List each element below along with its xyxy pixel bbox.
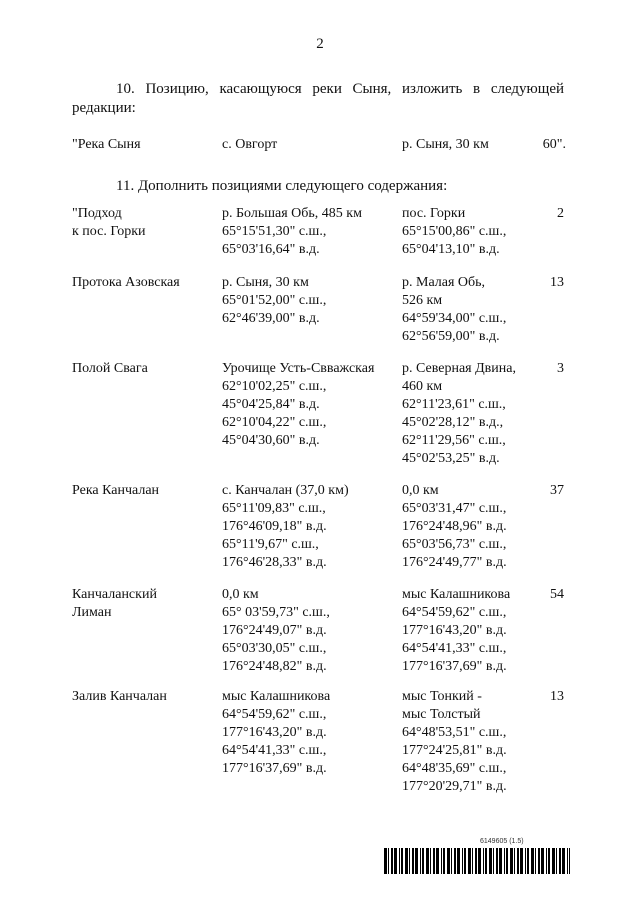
cell-line: р. Малая Обь, <box>402 275 486 290</box>
row-start-cell: с. Овгорт <box>222 137 278 152</box>
row-start-cell <box>222 688 400 778</box>
cell-line: 45°02'53,25" в.д. <box>402 451 500 466</box>
cell-line: Урочище Усть-Свважская <box>222 361 375 376</box>
cell-line: 62°56'59,00" в.д. <box>402 329 500 344</box>
cell-line: Протока Азовская <box>72 275 180 290</box>
cell-line: 65°03'56,73" с.ш., <box>402 537 507 552</box>
row-value-cell: 13 <box>550 275 564 290</box>
cell-line: 62°10'04,22" с.ш., <box>222 415 327 430</box>
cell-line: 177°20'29,71" в.д. <box>402 779 507 794</box>
cell-line: 176°46'09,18" в.д. <box>222 519 327 534</box>
row-value-cell: 37 <box>550 483 564 498</box>
cell-line: пос. Горки <box>402 206 466 221</box>
row-value-cell: 60". <box>542 137 566 152</box>
document-code: 6149605 (1.5) <box>480 838 524 845</box>
cell-line: 177°16'43,20" в.д. <box>402 623 507 638</box>
cell-line: р. Большая Обь, 485 км <box>222 206 362 221</box>
row-start-cell <box>222 360 400 450</box>
row-start-cell <box>222 205 400 259</box>
cell-line: с. Канчалан (37,0 км) <box>222 483 349 498</box>
cell-line: Лиман <box>72 605 112 620</box>
row-end-cell <box>402 482 542 572</box>
cell-line: Река Канчалан <box>72 483 160 498</box>
cell-line: 65° 03'59,73" с.ш., <box>222 605 330 620</box>
cell-line: р. Сыня, 30 км <box>222 275 309 290</box>
cell-line: 64°54'41,33" с.ш., <box>222 743 327 758</box>
row-end-cell: р. Сыня, 30 км <box>402 137 489 152</box>
row-start-cell <box>222 274 400 328</box>
row-end-cell <box>402 205 542 259</box>
row-value-cell: 54 <box>550 587 564 602</box>
row-start-cell <box>222 482 400 572</box>
row-name-cell <box>72 360 220 378</box>
paragraph-10-line1: 10. Позицию, касающуюся реки Сыня, изложить в следующей <box>116 81 564 97</box>
cell-line: 176°24'48,96" в.д. <box>402 519 507 534</box>
cell-line: 45°04'30,60" в.д. <box>222 433 320 448</box>
page-number: 2 <box>316 36 324 52</box>
cell-line: 62°11'29,56" с.ш., <box>402 433 506 448</box>
cell-line: 64°54'41,33" с.ш., <box>402 641 507 656</box>
cell-line: "Подход <box>72 206 122 221</box>
row-name-cell <box>72 586 220 622</box>
row-end-cell <box>402 688 542 796</box>
cell-line: Залив Канчалан <box>72 689 167 704</box>
row-name-cell <box>72 205 220 241</box>
cell-line: 65°11'9,67" с.ш., <box>222 537 319 552</box>
row-name-cell <box>72 274 220 292</box>
cell-line: 65°03'30,05" с.ш., <box>222 641 327 656</box>
cell-line: 45°04'25,84" в.д. <box>222 397 320 412</box>
row-name-cell <box>72 482 220 500</box>
cell-line: 64°48'53,51" с.ш., <box>402 725 507 740</box>
cell-line: 64°54'59,62" с.ш., <box>222 707 327 722</box>
cell-line: р. Северная Двина, <box>402 361 516 376</box>
cell-line: 65°11'09,83" с.ш., <box>222 501 326 516</box>
cell-line: мыс Толстый <box>402 707 481 722</box>
cell-line: 65°03'16,64" в.д. <box>222 242 320 257</box>
cell-line: 177°24'25,81" в.д. <box>402 743 507 758</box>
row-end-cell <box>402 586 542 676</box>
cell-line: 65°03'31,47" с.ш., <box>402 501 507 516</box>
cell-line: 526 км <box>402 293 443 308</box>
cell-line: 65°15'51,30" с.ш., <box>222 224 327 239</box>
cell-line: мыс Калашникова <box>402 587 511 602</box>
cell-line: Канчаланский <box>72 587 157 602</box>
cell-line: 45°02'28,12" в.д., <box>402 415 504 430</box>
cell-line: 62°10'02,25" с.ш., <box>222 379 327 394</box>
cell-line: 64°54'59,62" с.ш., <box>402 605 507 620</box>
cell-line: мыс Тонкий - <box>402 689 482 704</box>
row-name-cell: "Река Сыня <box>72 137 141 152</box>
cell-line: 64°48'35,69" с.ш., <box>402 761 507 776</box>
paragraph-11: 11. Дополнить позициями следующего содержания: <box>116 178 448 194</box>
cell-line: 177°16'37,69" в.д. <box>222 761 327 776</box>
cell-line: 0,0 км <box>222 587 259 602</box>
cell-line: 176°24'49,77" в.д. <box>402 555 507 570</box>
cell-line: 65°15'00,86" с.ш., <box>402 224 507 239</box>
cell-line: 176°24'49,07" в.д. <box>222 623 327 638</box>
cell-line: Полой Свага <box>72 361 148 376</box>
paragraph-10-line2: редакции: <box>72 100 136 116</box>
row-value-cell: 13 <box>550 689 564 704</box>
cell-line: 0,0 км <box>402 483 439 498</box>
cell-line: 176°24'48,82" в.д. <box>222 659 327 674</box>
row-end-cell <box>402 360 542 468</box>
row-start-cell <box>222 586 400 676</box>
cell-line: 65°04'13,10" в.д. <box>402 242 500 257</box>
paragraph-10 <box>72 80 564 118</box>
cell-line: 62°11'23,61" с.ш., <box>402 397 506 412</box>
cell-line: 177°16'43,20" в.д. <box>222 725 327 740</box>
row-name-cell <box>72 688 220 706</box>
cell-line: 64°59'34,00" с.ш., <box>402 311 507 326</box>
cell-line: 62°46'39,00" в.д. <box>222 311 320 326</box>
cell-line: 65°01'52,00" с.ш., <box>222 293 327 308</box>
row-end-cell <box>402 274 542 346</box>
barcode-icon <box>384 848 570 874</box>
cell-line: мыс Калашникова <box>222 689 331 704</box>
cell-line: к пос. Горки <box>72 224 146 239</box>
cell-line: 460 км <box>402 379 443 394</box>
cell-line: 177°16'37,69" в.д. <box>402 659 507 674</box>
cell-line: 176°46'28,33" в.д. <box>222 555 327 570</box>
row-value-cell: 2 <box>557 206 564 221</box>
row-value-cell: 3 <box>557 361 564 376</box>
